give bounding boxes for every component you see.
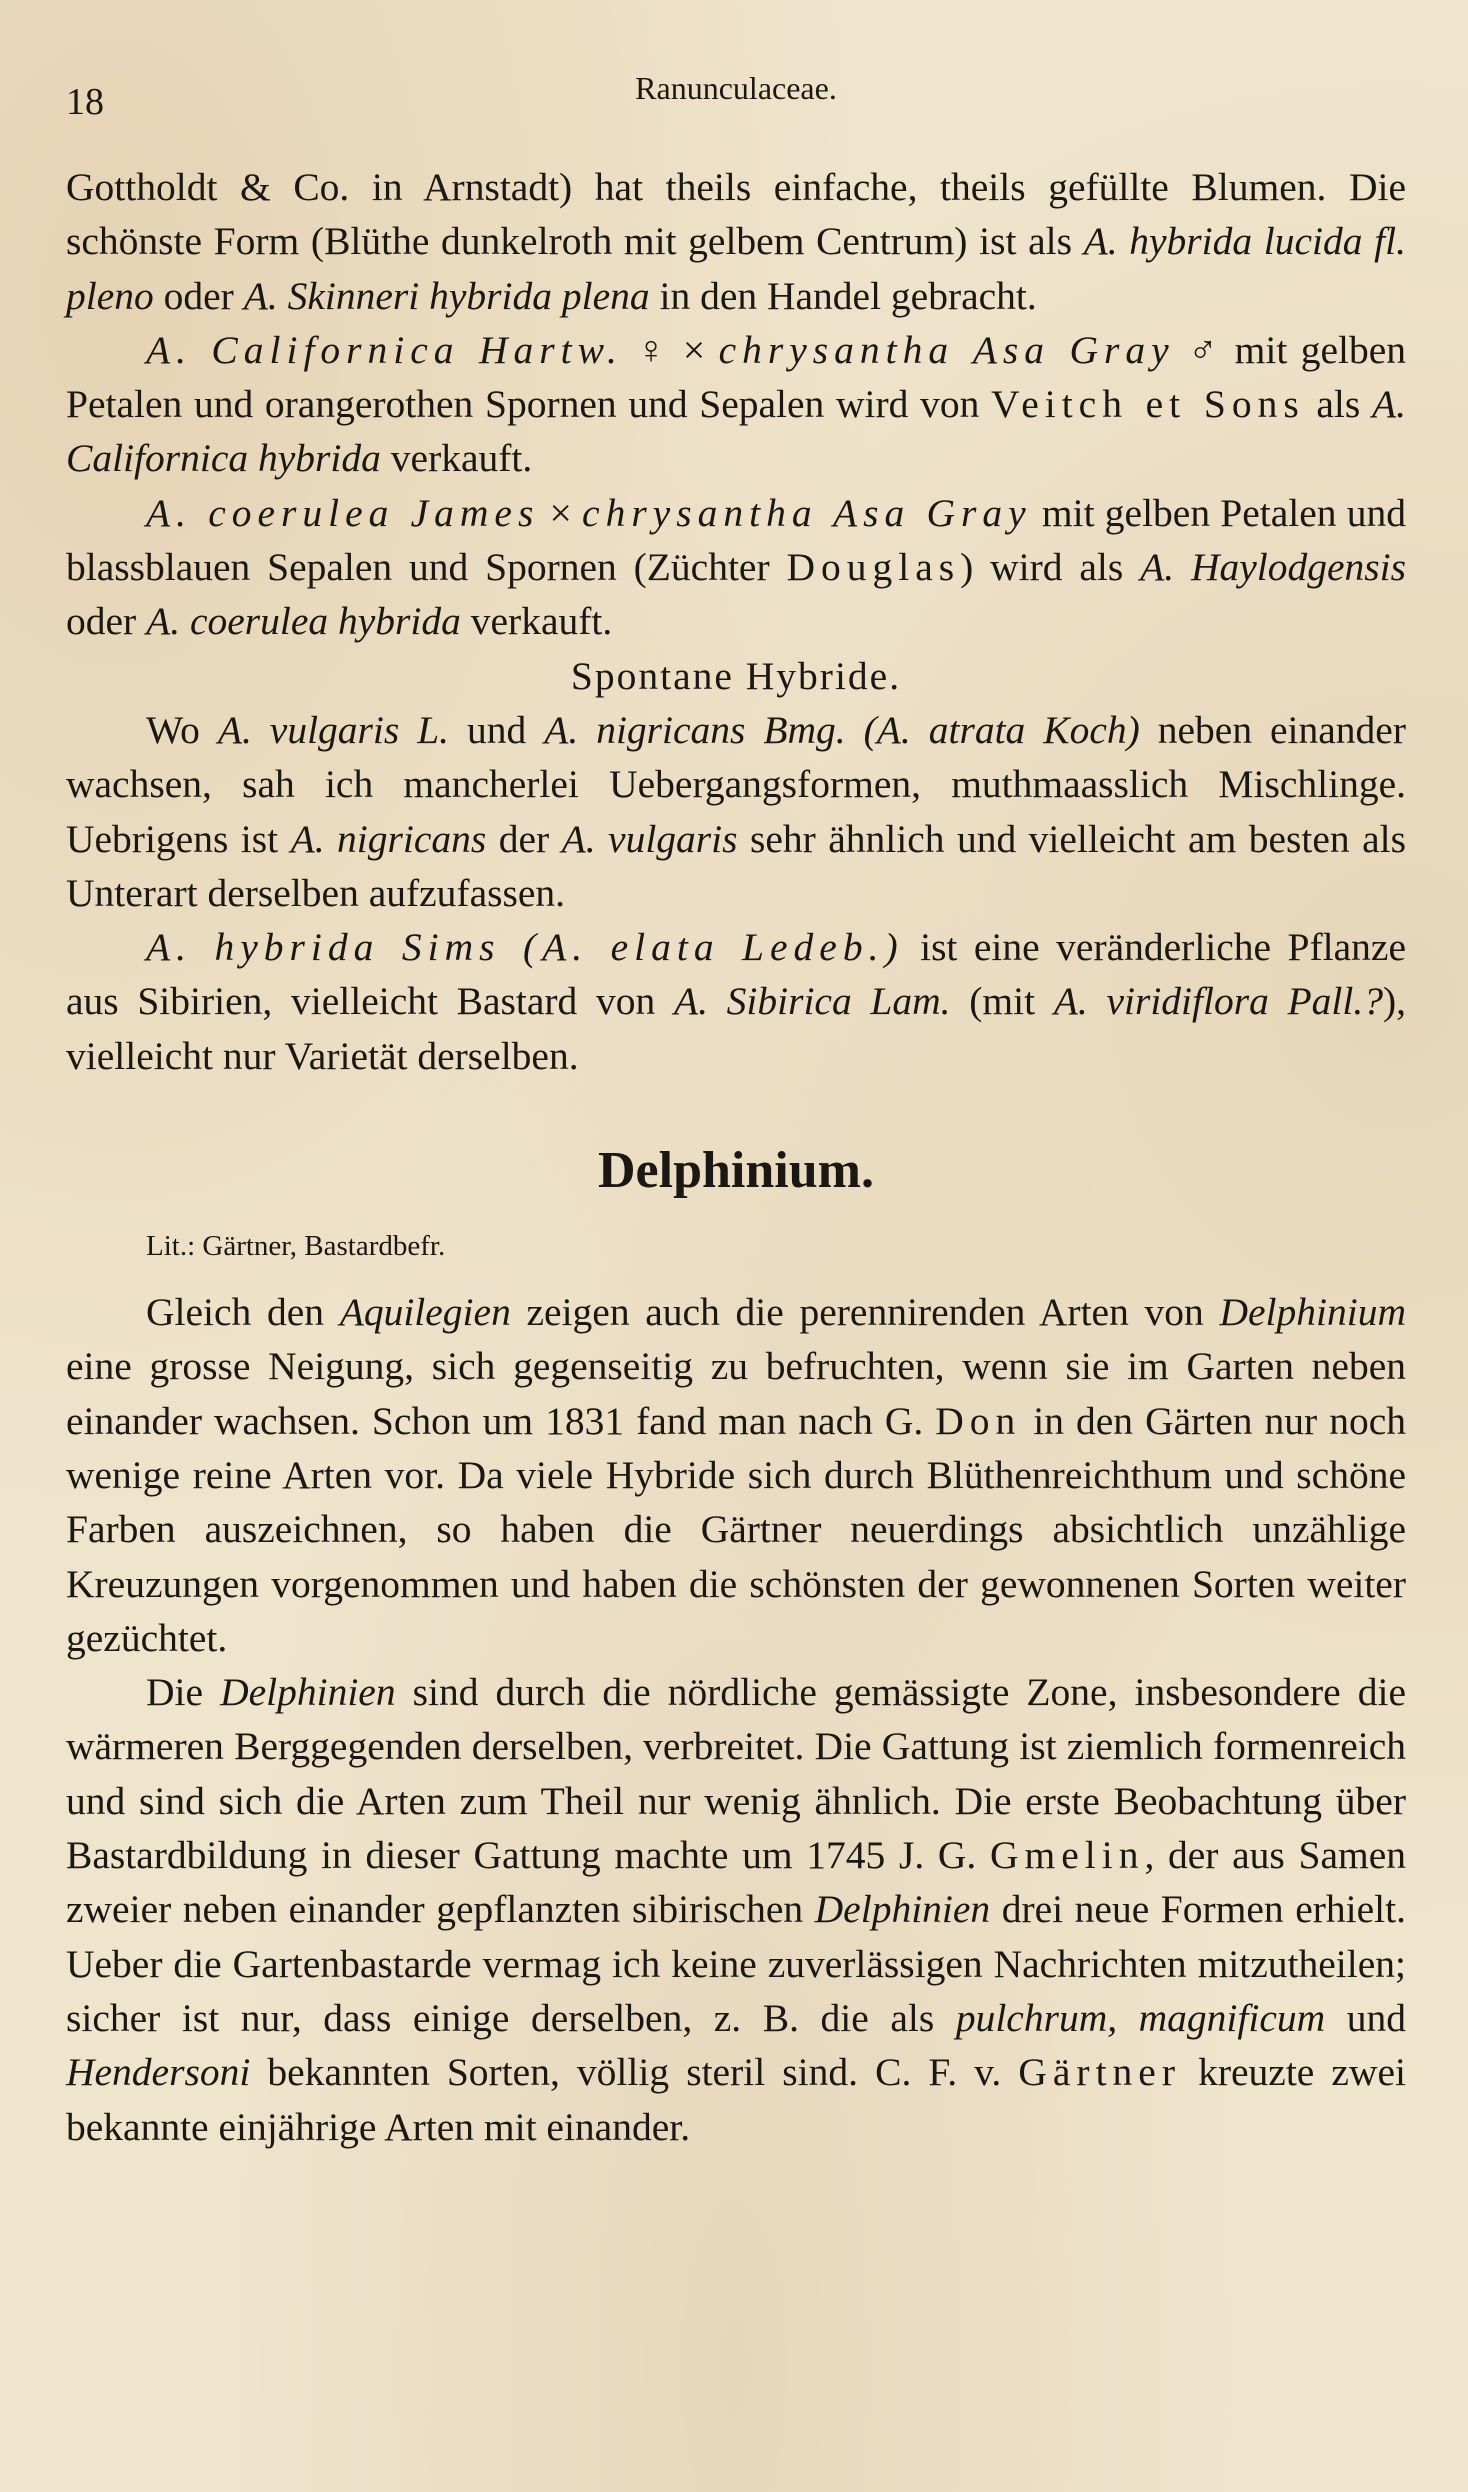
- literature-reference: Lit.: Gärtner, Bastardbefr.: [146, 1230, 446, 1263]
- paragraph-delphinium-1: Gleich den Aquilegien zeigen auch die perennirenden Arten von Delphinium eine grosse Neigung, sich gegenseitig zu befruchten, wenn sie im Garten neben einander wachsen. Schon um 1831 fand man nach G. Don in den Gärten nur noch wenige reine Arten vor. Da viele Hybride sich durch Blüthenreichthum und schöne Farben auszeichnen, so haben die Gärtner neuerdings absichtlich unzählige Kreuzungen vorgenommen und haben die schönsten der gewonnenen Sorten weiter gezüchtet.: [66, 1290, 1406, 1660]
- subheading-spontane-hybride: Spontane Hybride.: [570, 653, 902, 698]
- paragraph-californica: A. Californica Hartw. ♀ × chrysantha Asa Gray ♂ mit gelben Petalen und orangerothen Spornen und Sepalen wird von Veitch et Sons als A. Californica hybrida verkauft.: [66, 327, 1407, 481]
- section-heading-delphinium: Delphinium.: [598, 1142, 874, 1200]
- paragraph-hybrida: A. hybrida Sims (A. elata Ledeb.) ist eine veränderliche Pflanze aus Sibirien, vielleicht Bastard von A. Sibirica Lam. (mit A. viridiflora Pall.?), vielleicht nur Varietät derselben.: [66, 925, 1407, 1078]
- running-title: Ranunculaceae.: [635, 70, 837, 106]
- paragraph-vulgaris: Wo A. vulgaris L. und A. nigricans Bmg. (A. atrata Koch) neben einander wachsen, sah ich mancherlei Uebergangsformen, muthmaasslich Mischlinge. Uebrigens ist A. nigricans der A. vulgaris sehr ähnlich und vielleicht am besten als Unterart derselben aufzufassen.: [66, 707, 1407, 915]
- running-head: [66, 70, 1406, 160]
- paragraph-delphinium-2: Die Delphinien sind durch die nördliche gemässigte Zone, insbesondere die wärmeren Berggegenden derselben, verbreitet. Die Gattung ist ziemlich formenreich und sind sich die Arten zum Theil nur wenig ähnlich. Die erste Beobachtung über Bastardbildung in dieser Gattung machte um 1745 J. G. Gmelin, der aus Samen zweier neben einander gepflanzten sibirischen Delphinien drei neue Formen erhielt. Ueber die Gartenbastarde vermag ich keine zuverlässigen Nachrichten mitzutheilen; sicher ist nur, dass einige derselben, z. B. die als pulchrum, magnificum und Hendersoni bekannten Sorten, völlig steril sind. C. F. v. Gärtner kreuzte zwei bekannte einjährige Arten mit einander.: [66, 1670, 1406, 2149]
- paragraph-1: Gottholdt & Co. in Arnstadt) hat theils einfache, theils gefüllte Blumen. Die schönste Form (Blüthe dunkelroth mit gelbem Centrum) ist als A. hybrida lucida fl. pleno oder A. Skinneri hybrida plena in den Handel gebracht.: [66, 165, 1407, 318]
- page-number: 18: [66, 81, 104, 123]
- book-page: [66, 70, 1406, 2154]
- paragraph-coerulea: A. coerulea James × chrysantha Asa Gray mit gelben Petalen und blassblauen Sepalen und Spornen (Züchter Douglas) wird als A. Haylodgensis oder A. coerulea hybrida verkauft.: [66, 490, 1407, 644]
